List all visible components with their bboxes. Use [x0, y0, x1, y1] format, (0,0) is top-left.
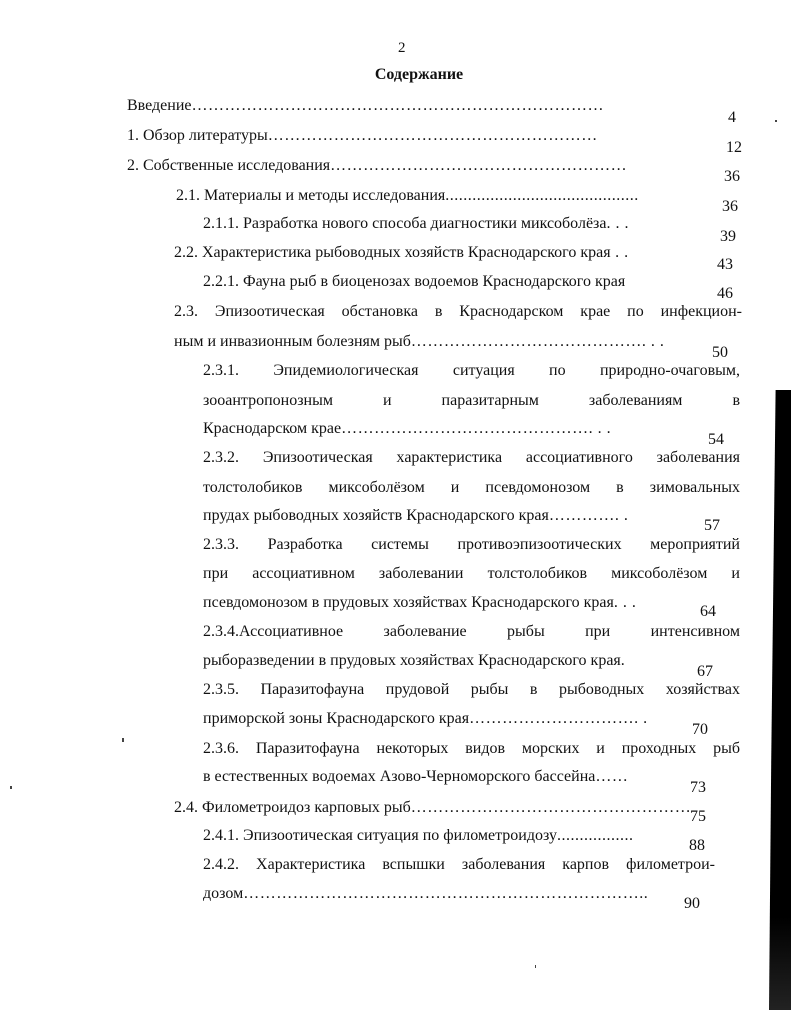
toc-entry-2-1 — [176, 186, 639, 206]
toc-entry-text: дозом — [203, 885, 244, 902]
toc-entry-text: прудах рыбоводных хозяйств Краснодарского края — [203, 507, 549, 524]
scan-dark-edge — [769, 390, 791, 1010]
toc-page-number: 43 — [717, 256, 733, 273]
toc-dots: …………………………………………… — [410, 799, 692, 816]
toc-dots: …………. . — [548, 507, 629, 524]
toc-entry-2-1-1 — [203, 214, 629, 234]
toc-entry-own-research — [127, 156, 627, 176]
toc-entry-text: 1. Обзор литературы — [127, 127, 268, 144]
toc-dots: ……………………………………………………………….. — [243, 885, 649, 902]
toc-page-number: 70 — [692, 721, 708, 738]
toc-dots: ………………………………………………………………… — [191, 97, 604, 114]
toc-entry-2-3-3-line-1: 2.3.3. Разработка системы противоэпизоотических мероприятий — [203, 536, 740, 553]
toc-entry-introduction — [127, 96, 604, 116]
toc-page-number: 90 — [684, 895, 700, 912]
toc-dots: ………………………………………. . . — [341, 420, 612, 437]
toc-entry-text: 2.4.1. Эпизоотическая ситуация по филометроидозу — [203, 827, 557, 844]
toc-page-number: 50 — [712, 344, 728, 361]
toc-entry-text: приморской зоны Краснодарского края — [203, 710, 470, 727]
page-title: Содержание — [374, 66, 464, 83]
toc-page-number: 67 — [697, 663, 713, 680]
scan-speck — [775, 120, 777, 122]
toc-entry-2-3-2-line-1: 2.3.2. Эпизоотическая характеристика ассоциативного заболевания — [203, 449, 740, 466]
toc-entry-text: 2.1.1. Разработка нового способа диагностики миксоболёза — [203, 215, 607, 232]
toc-entry-text: 2.2. Характеристика рыбоводных хозяйств Краснодарского края — [174, 244, 611, 261]
toc-entry-2-4 — [174, 798, 691, 818]
toc-entry-literature-review — [127, 126, 598, 146]
toc-entry-2-3-2-line-2: толстолобиков миксоболёзом и псевдомонозом в зимовальных — [203, 479, 740, 496]
toc-dots: ................. — [557, 827, 634, 844]
scan-speck — [10, 786, 12, 789]
toc-entry-2-2-1 — [203, 272, 625, 292]
toc-entry-2-3-3-line-2: при ассоциативном заболевании толстолобиков миксоболёзом и — [203, 565, 740, 582]
toc-entry-text: рыборазведении в прудовых хозяйствах Краснодарского края. — [203, 652, 625, 669]
toc-entry-text: Краснодарском крае — [203, 420, 342, 437]
toc-entry-text: 2.4. Филометроидоз карповых рыб — [174, 799, 411, 816]
toc-entry-text: 2.1. Материалы и методы исследования — [176, 187, 446, 204]
toc-entry-text: в естественных водоемах Азово-Черноморского бассейна — [203, 768, 596, 785]
toc-entry-2-3-3-line-3 — [203, 593, 636, 613]
toc-entry-2-3-1-line-2: зооантропонозным и паразитарным заболеваниям в — [203, 392, 740, 409]
toc-entry-text: 2.2.1. Фауна рыб в биоценозах водоемов Краснодарского края — [203, 273, 626, 290]
scan-speck — [535, 965, 536, 968]
toc-page-number: 88 — [689, 837, 705, 854]
toc-entry-2-2 — [174, 243, 629, 263]
toc-page-number: 4 — [728, 109, 736, 126]
toc-page-number: 46 — [717, 285, 733, 302]
toc-page-number: 64 — [700, 603, 716, 620]
toc-page-number: 36 — [722, 198, 738, 215]
page-number: 2 — [398, 40, 406, 56]
toc-entry-2-3-line-1: 2.3. Эпизоотическая обстановка в Краснодарском крае по инфекцион- — [174, 303, 742, 320]
toc-dots: . . . — [613, 594, 637, 611]
toc-dots: …………………………………………………… — [267, 127, 598, 144]
toc-page-number: 39 — [720, 228, 736, 245]
toc-entry-text: 2. Собственные исследования — [127, 157, 331, 174]
toc-entry-2-4-1 — [203, 826, 634, 846]
toc-dots: ……………………………………. . . — [410, 333, 665, 350]
toc-entry-text: псевдомонозом в прудовых хозяйствах Краснодарского края — [203, 594, 614, 611]
toc-dots: . . — [610, 244, 629, 261]
toc-entry-2-3-1-line-3 — [203, 419, 611, 439]
toc-page-number: 54 — [708, 431, 724, 448]
toc-dots: . . . — [606, 215, 629, 232]
toc-entry-text: Введение — [127, 97, 192, 114]
toc-page-number: 12 — [726, 139, 742, 156]
toc-page-number: 73 — [690, 779, 706, 796]
toc-page-number: 57 — [704, 517, 720, 534]
toc-page-number: 75 — [690, 808, 706, 825]
toc-dots: …… — [595, 768, 629, 785]
toc-entry-2-3-6-line-2 — [203, 767, 628, 787]
toc-entry-2-4-2-line-2 — [203, 884, 648, 904]
toc-dots: ........................................... — [445, 187, 639, 204]
scan-speck — [122, 738, 124, 742]
toc-entry-2-3-5-line-1: 2.3.5. Паразитофауна прудовой рыбы в рыбоводных хозяйствах — [203, 681, 740, 698]
toc-entry-2-3-line-2 — [174, 332, 664, 352]
toc-dots: ……………………………………………… — [330, 157, 628, 174]
toc-dots: …………………………. . — [469, 710, 648, 727]
toc-entry-2-3-5-line-2 — [203, 709, 648, 729]
toc-entry-2-4-2-line-1: 2.4.2. Характеристика вспышки заболевания карпов филометрои- — [203, 856, 715, 873]
toc-entry-2-3-1-line-1: 2.3.1. Эпидемиологическая ситуация по природно-очаговым, — [203, 362, 740, 379]
toc-entry-2-3-4-line-1: 2.3.4.Ассоциативное заболевание рыбы при интенсивном — [203, 623, 740, 640]
toc-page-number: 36 — [724, 168, 740, 185]
toc-entry-text: ным и инвазионным болезням рыб — [174, 333, 411, 350]
toc-entry-2-3-2-line-3 — [203, 506, 628, 526]
toc-entry-2-3-4-line-2 — [203, 651, 625, 671]
toc-entry-2-3-6-line-1: 2.3.6. Паразитофауна некоторых видов морских и проходных рыб — [203, 740, 740, 757]
